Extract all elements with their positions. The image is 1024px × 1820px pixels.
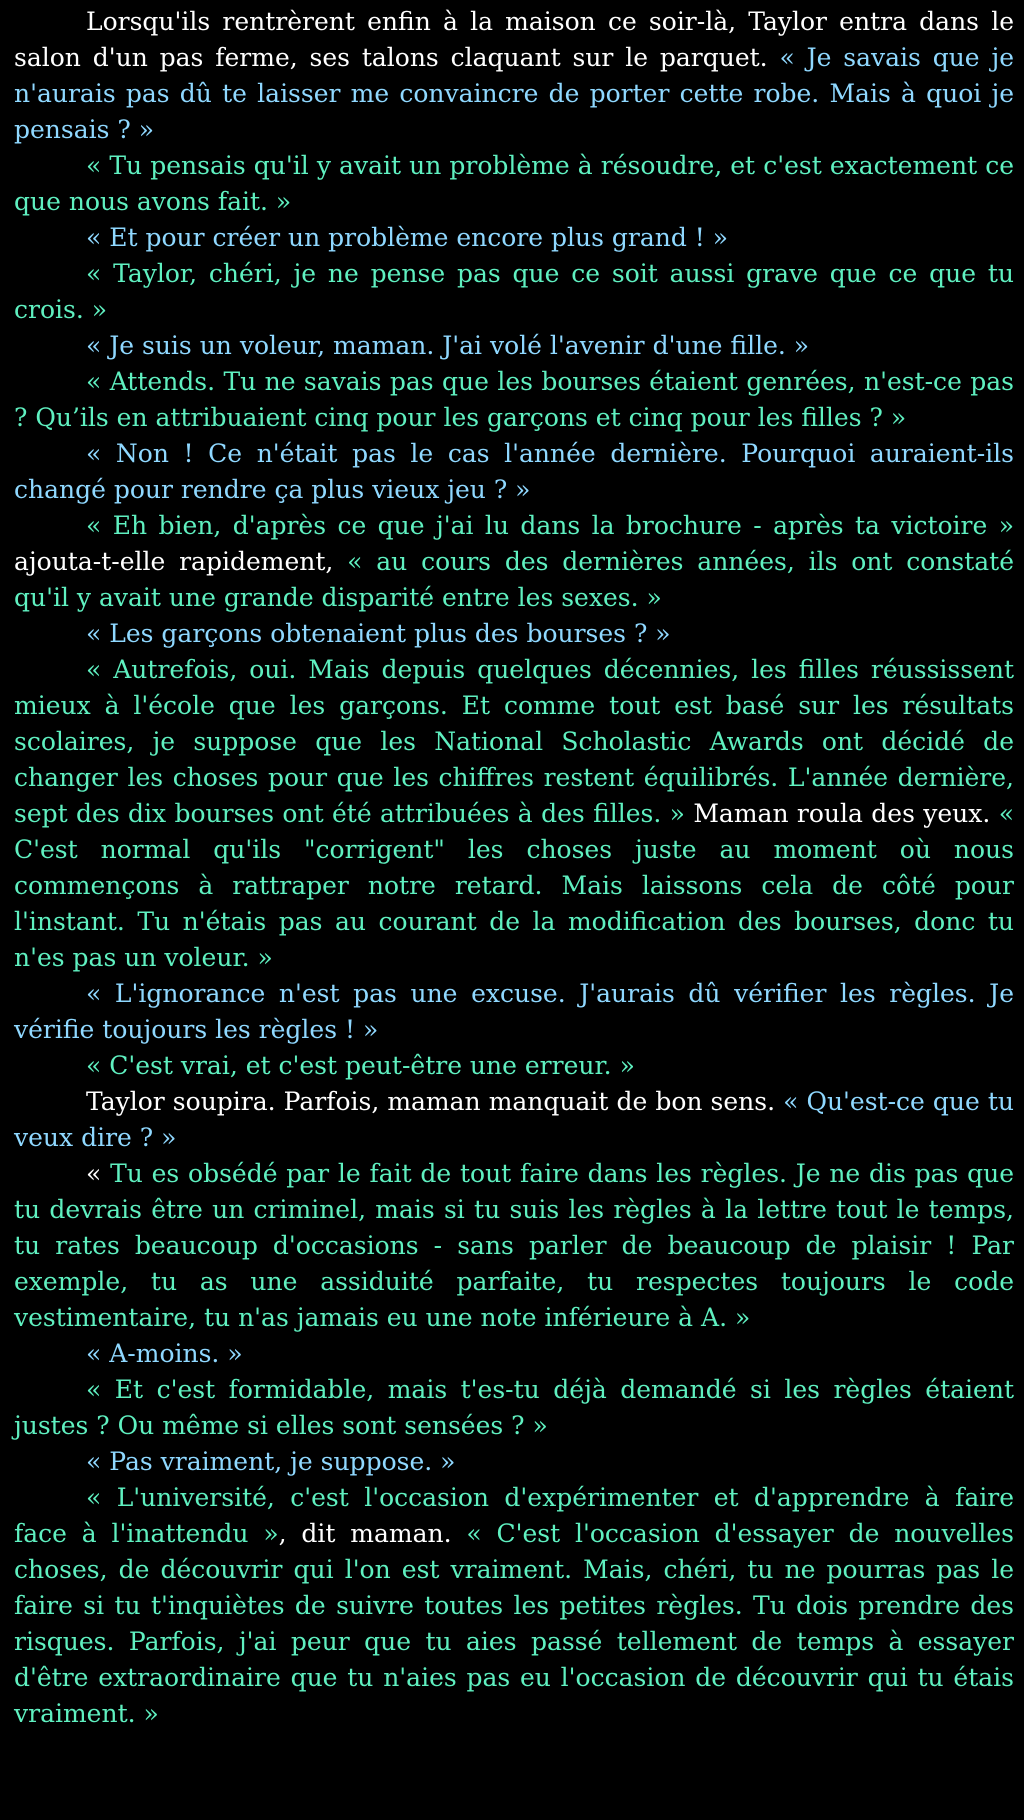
maman-dialogue: Tu es obsédé par le fait de tout faire dans les règles. Je ne dis pas que tu devrais être un criminel, mais si tu suis les règles à la lettre tout le temps, tu rates beaucoup d'occasions - sans parler de beaucoup de plaisir ! Par exemple, tu as une assiduité parfaite, tu respectes toujours le code vestimentaire, tu n'as jamais eu une note inférieure à A. » — [14, 1159, 1014, 1332]
maman-dialogue: « C'est l'occasion d'essayer de nouvelles choses, de découvrir qui l'on est vraiment. Mais, chéri, tu ne pourras pas le faire si tu t'inquiètes de suivre toutes les petites règles. Tu dois prendre des risques. Parfois, j'ai peur que tu aies passé tellement de temps à essayer d'être extraordinaire que tu n'aies pas eu l'occasion de découvrir qui tu étais vraiment. » — [14, 1519, 1014, 1728]
story-paragraph — [14, 1084, 1014, 1156]
story-paragraph — [14, 4, 1014, 148]
story-paragraph — [14, 1336, 1014, 1372]
maman-dialogue: « C'est normal qu'ils "corrigent" les choses juste au moment où nous commençons à rattraper notre retard. Mais laissons cela de côté pour l'instant. Tu n'étais pas au courant de la modification des bourses, donc tu n'es pas un voleur. » — [14, 799, 1014, 972]
taylor-dialogue: « Et pour créer un problème encore plus grand ! » — [86, 223, 729, 252]
maman-dialogue: « au cours des dernières années, ils ont constaté qu'il y avait une grande disparité entre les sexes. » — [14, 547, 1014, 612]
story-paragraph — [14, 652, 1014, 976]
narration-text: ajouta-t-elle rapidement, — [14, 547, 348, 576]
narration-text: , dit maman. — [278, 1519, 467, 1548]
story-paragraph — [14, 1156, 1014, 1336]
story-paragraph — [14, 436, 1014, 508]
story-paragraph — [14, 976, 1014, 1048]
story-paragraph — [14, 616, 1014, 652]
story-paragraph — [14, 256, 1014, 328]
taylor-dialogue: « Pas vraiment, je suppose. » — [86, 1447, 456, 1476]
taylor-dialogue: « Je suis un voleur, maman. J'ai volé l'avenir d'une fille. » — [86, 331, 810, 360]
maman-dialogue: « Et c'est formidable, mais t'es-tu déjà demandé si les règles étaient justes ? Ou même si elles sont sensées ? » — [14, 1375, 1014, 1440]
maman-dialogue: « Taylor, chéri, je ne pense pas que ce soit aussi grave que ce que tu crois. » — [14, 259, 1014, 324]
story-paragraph — [14, 1444, 1014, 1480]
story-paragraph — [14, 220, 1014, 256]
maman-dialogue: « C'est vrai, et c'est peut-être une erreur. » — [86, 1051, 635, 1080]
maman-dialogue: « Attends. Tu ne savais pas que les bourses étaient genrées, n'est-ce pas ? Qu’ils en attribuaient cinq pour les garçons et cinq pour les filles ? » — [14, 367, 1014, 432]
story-paragraph — [14, 508, 1014, 616]
taylor-dialogue: « Qu'est-ce que tu veux dire ? » — [14, 1087, 1014, 1152]
taylor-dialogue: « Je savais que je n'aurais pas dû te laisser me convaincre de porter cette robe. Mais à quoi je pensais ? » — [14, 43, 1014, 144]
narration-text: Lorsqu'ils rentrèrent enfin à la maison ce soir-là, Taylor entra dans le salon d'un pas ferme, ses talons claquant sur le parquet. — [14, 7, 1014, 72]
story-paragraph — [14, 148, 1014, 220]
narration-text: Maman roula des yeux. — [693, 799, 999, 828]
narration-text: Taylor soupira. Parfois, maman manquait de bon sens. — [86, 1087, 784, 1116]
story-paragraph — [14, 328, 1014, 364]
taylor-dialogue: « Les garçons obtenaient plus des bourses ? » — [86, 619, 671, 648]
story-paragraph — [14, 364, 1014, 436]
story-paragraph — [14, 1048, 1014, 1084]
story-paragraph — [14, 1480, 1014, 1732]
maman-dialogue: « Autrefois, oui. Mais depuis quelques décennies, les filles réussissent mieux à l'école que les garçons. Et comme tout est basé sur les résultats scolaires, je suppose que les National Scholastic Awards ont décidé de changer les choses pour que les chiffres restent équilibrés. L'année dernière, sept des dix bourses ont été attribuées à des filles. » — [14, 655, 1014, 828]
maman-dialogue: « L'université, c'est l'occasion d'expérimenter et d'apprendre à faire face à l'inattendu » — [14, 1483, 1014, 1548]
narration-text: « — [86, 1159, 111, 1188]
taylor-dialogue: « A-moins. » — [86, 1339, 243, 1368]
maman-dialogue: « Tu pensais qu'il y avait un problème à résoudre, et c'est exactement ce que nous avons fait. » — [14, 151, 1014, 216]
taylor-dialogue: « Non ! Ce n'était pas le cas l'année dernière. Pourquoi auraient-ils changé pour rendre ça plus vieux jeu ? » — [14, 439, 1014, 504]
story-paragraph — [14, 1372, 1014, 1444]
maman-dialogue: « Eh bien, d'après ce que j'ai lu dans la brochure - après ta victoire » — [86, 511, 1014, 540]
taylor-dialogue: « L'ignorance n'est pas une excuse. J'aurais dû vérifier les règles. Je vérifie toujours les règles ! » — [14, 979, 1014, 1044]
